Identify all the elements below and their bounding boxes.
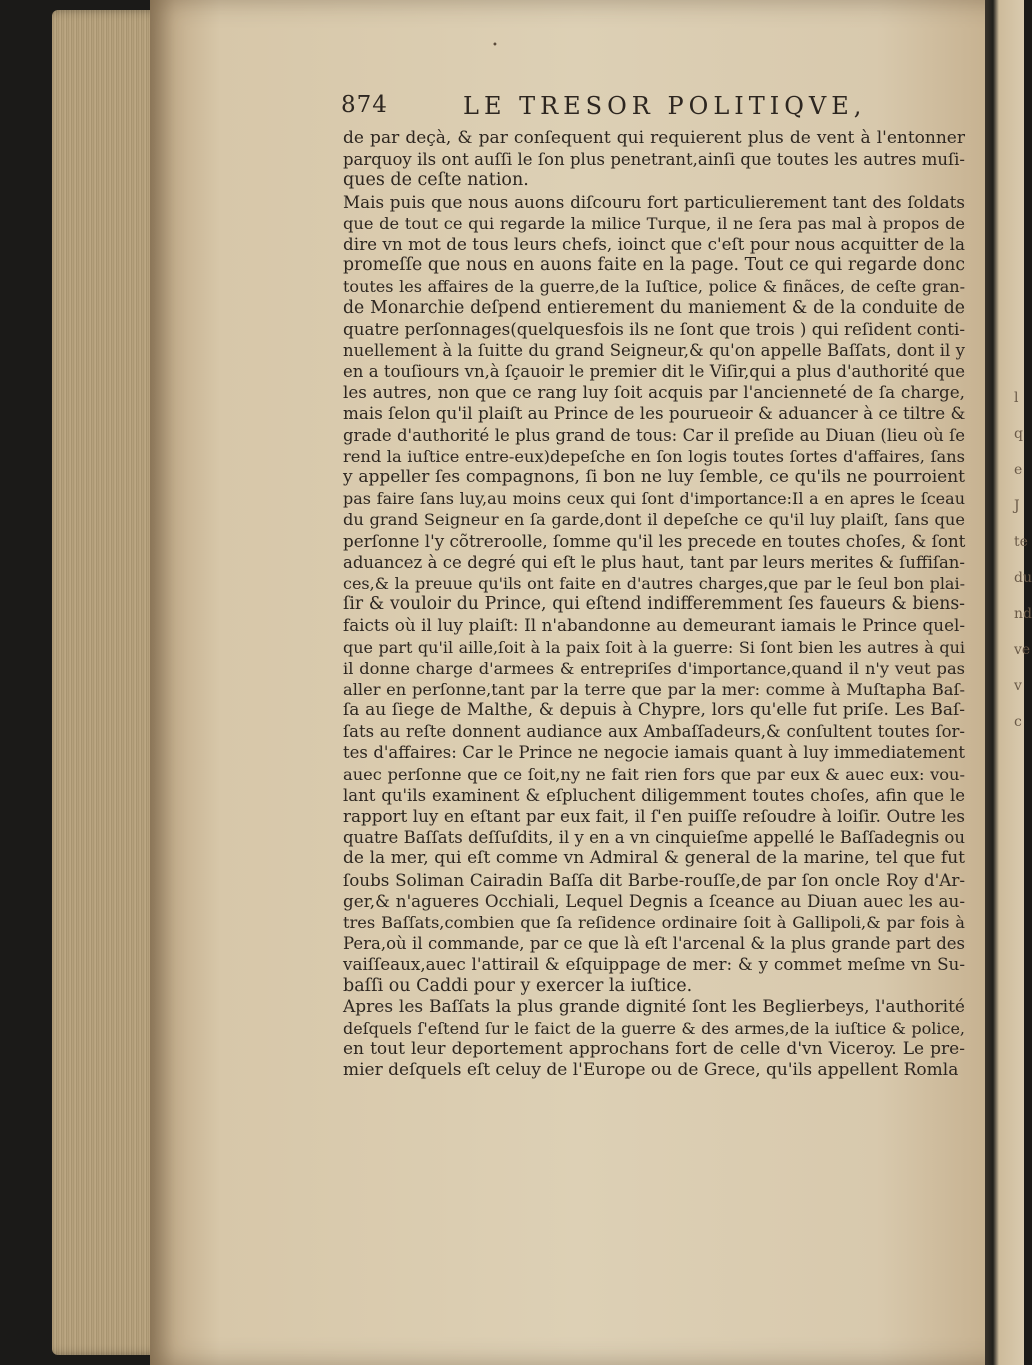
bleed-glyph: du <box>1014 570 1032 586</box>
text-line: mais ſelon qu'il plaiſt au Prince de les pourueoir & aduancer à ce tiltre & <box>343 403 966 424</box>
bleed-glyph: e <box>1014 462 1023 478</box>
page-header <box>341 92 971 124</box>
text-line: ces,& la preuue qu'ils ont faite en d'autres charges,que par le ſeul bon plai- <box>343 573 965 593</box>
text-line: Mais puis que nous auons diſcouru fort particulierement tant des ſoldats <box>343 191 965 212</box>
text-line: parquoy ils ont auſſi le ſon plus penetrant,ainſi que toutes les autres muſi- <box>343 150 965 170</box>
bleed-glyph: te <box>1014 534 1028 550</box>
text-line: toutes les affaires de la guerre,de la Iuſtice, police & finãces, de ceſte gran- <box>343 277 965 297</box>
text-line: perſonne l'y cõtreroolle, ſomme qu'il les precede en toutes choſes, & ſont <box>343 530 966 551</box>
text-line: rend la iuſtice entre-eux)depeſche en ſon logis toutes ſortes d'affaires, ſans <box>343 446 965 466</box>
bleed-glyph: nd <box>1014 606 1032 622</box>
text-line: grade d'authorité le plus grand de tous: Car il preſide au Diuan (lieu où ſe <box>343 425 965 445</box>
bleed-glyph: c <box>1014 714 1022 730</box>
bleed-glyph: l <box>1014 390 1019 406</box>
bleed-glyph: J <box>1014 498 1020 514</box>
text-line: pas faire ſans luy,au moins ceux qui ſont d'importance:Il a en apres le ſceau <box>343 489 965 509</box>
text-line: tes d'affaires: Car le Prince ne negocie iamais quant à luy immediatement <box>343 743 965 763</box>
text-line: quatre Baſſats deſſuſdits, il y en a vn cinquieſme appellé le Baſſadegnis ou <box>343 828 965 848</box>
text-line: tres Baſſats,combien que ſa reſidence ordinaire ſoit à Gallipoli,& par fois à <box>343 912 965 932</box>
text-line: ſoubs Soliman Cairadin Baſſa dit Barbe-rouſſe,de par ſon oncle Roy d'Ar- <box>343 869 965 890</box>
bleed-glyph: v <box>1014 678 1022 694</box>
running-title: LE TRESOR POLITIQVE, <box>463 92 867 120</box>
text-line: de la mer, qui eſt comme vn Admiral & general de la marine, tel que fut <box>343 848 965 869</box>
text-line: aduancez à ce degré qui eſt le plus haut, tant par leurs merites & ſuffiſan- <box>343 552 965 572</box>
text-line: de Monarchie deſpend entierement du maniement & de la conduite de <box>343 297 965 318</box>
text-line: deſquels ſ'eſtend ſur le faict de la guerre & des armes,de la iuſtice & police, <box>343 1018 965 1038</box>
bleed-glyph: q <box>1014 426 1023 442</box>
text-line: ſats au reſte donnent audiance aux Ambaſſadeurs,& conſultent toutes ſor- <box>343 722 965 742</box>
text-line: que de tout ce qui regarde la milice Turque, il ne ſera pas mal à propos de <box>343 213 965 233</box>
text-line: ques de ceſte nation. <box>343 170 529 191</box>
text-line: auec perſonne que ce ſoit,ny ne fait rien fors que par eux & auec eux: vou- <box>343 764 965 784</box>
text-line: faicts où il luy plaiſt: Il n'abandonne au demeurant iamais le Prince quel- <box>343 615 965 636</box>
text-line: ſir & vouloir du Prince, qui eſtend indifferemment ſes faueurs & biens- <box>343 594 965 615</box>
folio-number: 874 <box>341 92 388 118</box>
ink-mark: • <box>492 40 498 51</box>
text-line: Pera,où il commande, par ce que là eſt l'arcenal & la plus grande part des <box>343 934 965 954</box>
text-line: aller en perſonne,tant par la terre que par la mer: comme à Muſtapha Baſ- <box>343 679 965 699</box>
text-line: rapport luy en eſtant par eux fait, il ſ'en puiſſe reſoudre à loiſir. Outre les <box>343 806 965 826</box>
text-line: promeſſe que nous en auons faite en la page. Tout ce qui regarde donc <box>343 255 965 276</box>
text-line: y appeller ſes compagnons, ſi bon ne luy ſemble, ce qu'ils ne pourroient <box>343 467 965 487</box>
text-line: quatre perſonnages(quelquesfois ils ne ſont que trois ) qui reſident conti- <box>343 318 965 339</box>
text-line: il donne charge d'armees & entrepriſes d'importance,quand il n'y veut pas <box>343 658 965 678</box>
facing-page-bleed <box>1014 380 1032 740</box>
text-line: lant qu'ils examinent & eſpluchent diligemment toutes choſes, afin que le <box>343 785 965 805</box>
text-line: les autres, non que ce rang luy ſoit acquis par l'ancienneté de ſa charge, <box>343 382 965 403</box>
text-line: baſſi ou Caddi pour y exercer la iuſtice. <box>343 975 693 996</box>
text-line: de par deçà, & par conſequent qui requierent plus de vent à l'entonner <box>343 128 965 148</box>
text-line: vaiſſeaux,auec l'attirail & eſquippage de mer: & y commet meſme vn Su- <box>343 954 965 975</box>
bleed-glyph: ve <box>1014 642 1031 658</box>
text-line: dire vn mot de tous leurs chefs, ioinct que c'eſt pour nous acquitter de la <box>343 233 965 254</box>
text-line: ger,& n'agueres Occhiali, Lequel Degnis a ſceance au Diuan auec les au- <box>343 890 965 911</box>
text-line: nuellement à la ſuitte du grand Seigneur,& qu'on appelle Baſſats, dont il y <box>343 340 965 360</box>
text-line: en a touſiours vn,à ſçauoir le premier dit le Viſir,qui a plus d'authorité que <box>343 362 965 382</box>
text-line: du grand Seigneur en ſa garde,dont il depeſche ce qu'il luy plaiſt, ſans que <box>343 510 965 530</box>
body-text <box>343 128 965 1081</box>
text-line: que part qu'il aille,ſoit à la paix ſoit à la guerre: Si ſont bien les autres à qui <box>343 637 965 657</box>
text-line: ſa au ſiege de Malthe, & depuis à Chypre, lors qu'elle fut priſe. Les Baſ- <box>343 700 965 721</box>
text-line: Apres les Baſſats la plus grande dignité ſont les Beglierbeys, l'authorité <box>343 996 965 1017</box>
text-line: en tout leur deportement approchans fort de celle d'vn Viceroy. Le pre- <box>343 1039 965 1060</box>
text-line: mier deſquels eſt celuy de l'Europe ou de Grece, qu'ils appellent Romla <box>343 1060 959 1081</box>
